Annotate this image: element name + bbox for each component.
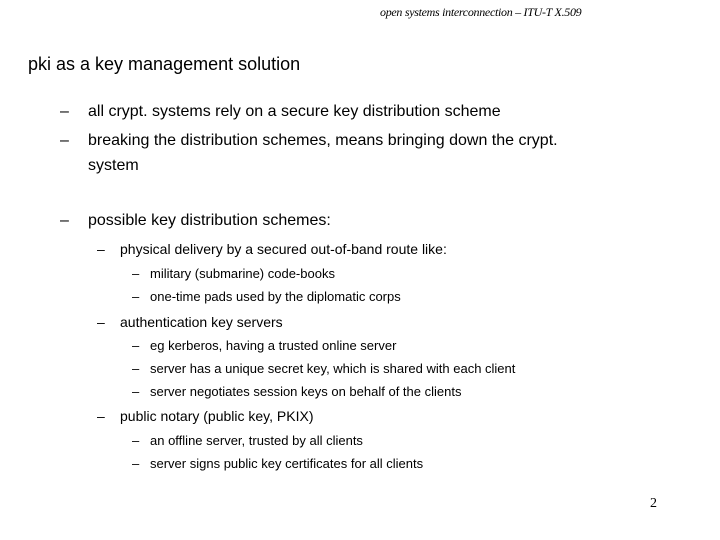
page-number: 2 [650, 496, 657, 511]
slide-header: open systems interconnection – ITU-T X.509 [380, 5, 582, 19]
sub-bullet-dash: – [97, 314, 105, 330]
sub-bullet-dash: – [97, 241, 105, 257]
item-dash: – [132, 456, 140, 471]
bullet-breaking-distribution-continued: system [88, 157, 139, 174]
bullet-possible-schemes: possible key distribution schemes: [88, 212, 331, 229]
item-unique-secret-key: server has a unique secret key, which is shared with each client [150, 361, 516, 376]
item-session-keys: server negotiates session keys on behalf of the clients [150, 384, 462, 399]
item-offline-server: an offline server, trusted by all clients [150, 433, 363, 448]
scheme-physical-delivery: physical delivery by a secured out-of-band route like: [120, 241, 447, 257]
scheme-public-notary: public notary (public key, PKIX) [120, 408, 314, 424]
item-dash: – [132, 289, 140, 304]
scheme-authentication-key-servers: authentication key servers [120, 314, 283, 330]
item-dash: – [132, 384, 140, 399]
item-dash: – [132, 433, 140, 448]
bullet-dash: – [60, 103, 69, 120]
sub-bullet-dash: – [97, 408, 105, 424]
bullet-secure-key-distribution: all crypt. systems rely on a secure key distribution scheme [88, 103, 501, 120]
item-dash: – [132, 338, 140, 353]
item-kerberos: eg kerberos, having a trusted online server [150, 338, 397, 353]
bullet-dash: – [60, 132, 69, 149]
bullet-dash: – [60, 212, 69, 229]
item-military-code-books: military (submarine) code-books [150, 266, 335, 281]
bullet-breaking-distribution: breaking the distribution schemes, means bringing down the crypt. [88, 132, 558, 149]
item-one-time-pads: one-time pads used by the diplomatic corps [150, 289, 401, 304]
slide-title: pki as a key management solution [28, 54, 301, 74]
item-dash: – [132, 266, 140, 281]
item-dash: – [132, 361, 140, 376]
item-signs-certificates: server signs public key certificates for all clients [150, 456, 424, 471]
